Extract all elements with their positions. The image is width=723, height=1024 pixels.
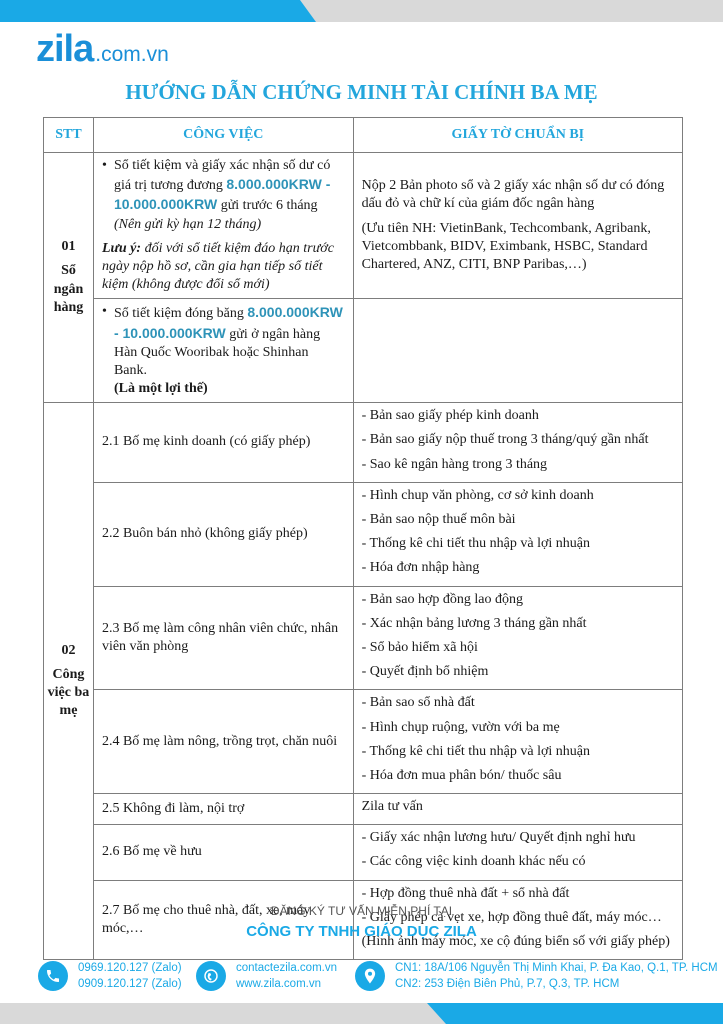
section-title: Công việc ba mẹ [47,667,90,719]
logo-main: zila [36,28,94,70]
table-header-row [44,118,683,153]
amount-highlight: 8.000.000KRW - 10.000.000KRW [113,304,343,341]
logo-domain: .com.vn [95,43,169,66]
docs-cell: - Hình chup văn phòng, cơ sở kinh doanh - Bản sao nộp thuế môn bài - Thống kê chi tiết thu nhập và lợi nhuận - Hóa đơn nhập hàng [353,482,682,586]
table-row [44,403,683,483]
task-cell: 2.7 Bố mẹ cho thuê nhà, đất, xe, máy móc,… [93,880,353,960]
header-docs: GIẤY TỜ CHUẨN BỊ [353,118,682,153]
task-cell: 2.3 Bố mẹ làm công nhân viên chức, nhân viên văn phòng [93,586,353,690]
docs-cell: Zila tư vấn [353,794,682,825]
contact-web [196,960,337,992]
header-task: CÔNG VIỆC [93,118,353,153]
requirements-table [43,117,683,960]
docs-cell: - Hợp đồng thuê nhà đất + sổ nhà đất - Giấy phép cà vẹt xe, hợp đồng thuê đất, máy móc… (Hình ảnh máy móc, xe cộ đúng biển số với giấy phép) [353,880,682,960]
amount-highlight: 8.000.000KRW - 10.000.000KRW [113,176,331,213]
section-2-label [44,403,94,960]
docs-cell: - Bản sao giấy phép kinh doanh - Bản sao giấy nộp thuế trong 3 tháng/quý gần nhất - Sao kê ngân hàng trong 3 tháng [353,403,682,483]
task-cell: • Sổ tiết kiệm và giấy xác nhận số dư có giá trị tương đương 8.000.000KRW - 10.000.000KRW gửi trước 6 tháng (Nên gửi kỳ hạn 12 tháng) Lưu ý: đối với sổ tiết kiệm đáo hạn trước ngày nộp hồ sơ, cần gia hạn tiếp sổ tiết kiệm (không được đổi sổ mới) [93,153,353,299]
table-row [44,880,683,960]
task-cell: • Sổ tiết kiệm đóng băng 8.000.000KRW - 10.000.000KRW gửi ở ngân hàng Hàn Quốc Wooribak hoặc Shinhan Bank. (Là một lợi thế) [93,299,353,403]
docs-cell-empty [353,299,682,403]
bullet-icon: • [101,158,107,173]
email-link[interactable]: contactezila.com.vn [236,962,337,974]
footer-tagline: ĐĂNG KÝ TƯ VẤN MIỄN PHÍ TẠI [270,904,453,918]
address-line: CN1: 18A/106 Nguyễn Thị Minh Khai, P. Đa Kao, Q.1, TP. HCM [395,962,718,974]
task-cell: 2.6 Bố mẹ về hưu [93,825,353,880]
table-row [44,586,683,690]
address-line: CN2: 253 Điện Biên Phủ, P.7, Q.3, TP. HCM [395,978,620,991]
task-cell: 2.2 Buôn bán nhỏ (không giấy phép) [93,482,353,586]
note: Lưu ý: đối với sổ tiết kiệm đáo hạn trước ngày nộp hồ sơ, cần gia hạn tiếp sổ tiết kiệm (không được đổi sổ mới) [101,240,334,293]
task-cell: 2.1 Bố mẹ kinh doanh (có giấy phép) [93,403,353,483]
section-number: 01 [61,239,76,255]
table-row [44,299,683,403]
phone-number[interactable]: 0969.120.127 (Zalo) [78,962,182,974]
phone-icon [38,961,68,991]
contact-address [355,960,718,992]
bullet-icon: • [101,304,107,320]
footer-company: CÔNG TY TNHH GIÁO DỤC ZILA [246,923,477,940]
task-cell: 2.5 Không đi làm, nội trợ [93,794,353,825]
section-number: 02 [61,642,76,658]
table-row [44,794,683,825]
table-row [44,153,683,299]
contact-phone [38,960,182,992]
zila-logo [36,28,169,71]
location-pin-icon [355,961,385,991]
docs-cell: - Bản sao sổ nhà đất - Hình chụp ruộng, vườn với ba mẹ - Thống kê chi tiết thu nhập và lợi nhuận - Hóa đơn mua phân bón/ thuốc sâu [353,690,682,794]
section-title: Sổ ngân hàng [53,263,84,315]
page-title: HƯỚNG DẪN CHỨNG MINH TÀI CHÍNH BA MẸ [125,80,598,104]
docs-cell: - Giấy xác nhận lương hưu/ Quyết định nghỉ hưu - Các công việc kinh doanh khác nếu có [353,825,682,880]
website-link[interactable]: www.zila.com.vn [236,978,321,991]
phone-number[interactable]: 0909.120.127 (Zalo) [78,978,182,991]
task-cell: 2.4 Bố mẹ làm nông, trồng trọt, chăn nuôi [93,690,353,794]
table-row [44,825,683,880]
table-row [44,690,683,794]
docs-cell: - Bản sao hợp đồng lao động - Xác nhận bảng lương 3 tháng gần nhất - Sổ bảo hiểm xã hội - Quyết định bổ nhiệm [353,586,682,690]
header-stt: STT [44,118,94,153]
section-1-label [44,153,94,403]
table-row [44,482,683,586]
globe-icon [196,961,226,991]
docs-cell: Nộp 2 Bản photo sổ và 2 giấy xác nhận số dư có đóng dấu đỏ và chữ kí của giám đốc ngân hàng (Ưu tiên NH: VietinBank, Techcombank, Agribank, Vietcombbank, BIDV, Eximbank, HSBC, Standard Chartered, ANZ, CITI, BNP Paribas,…) [353,153,682,299]
